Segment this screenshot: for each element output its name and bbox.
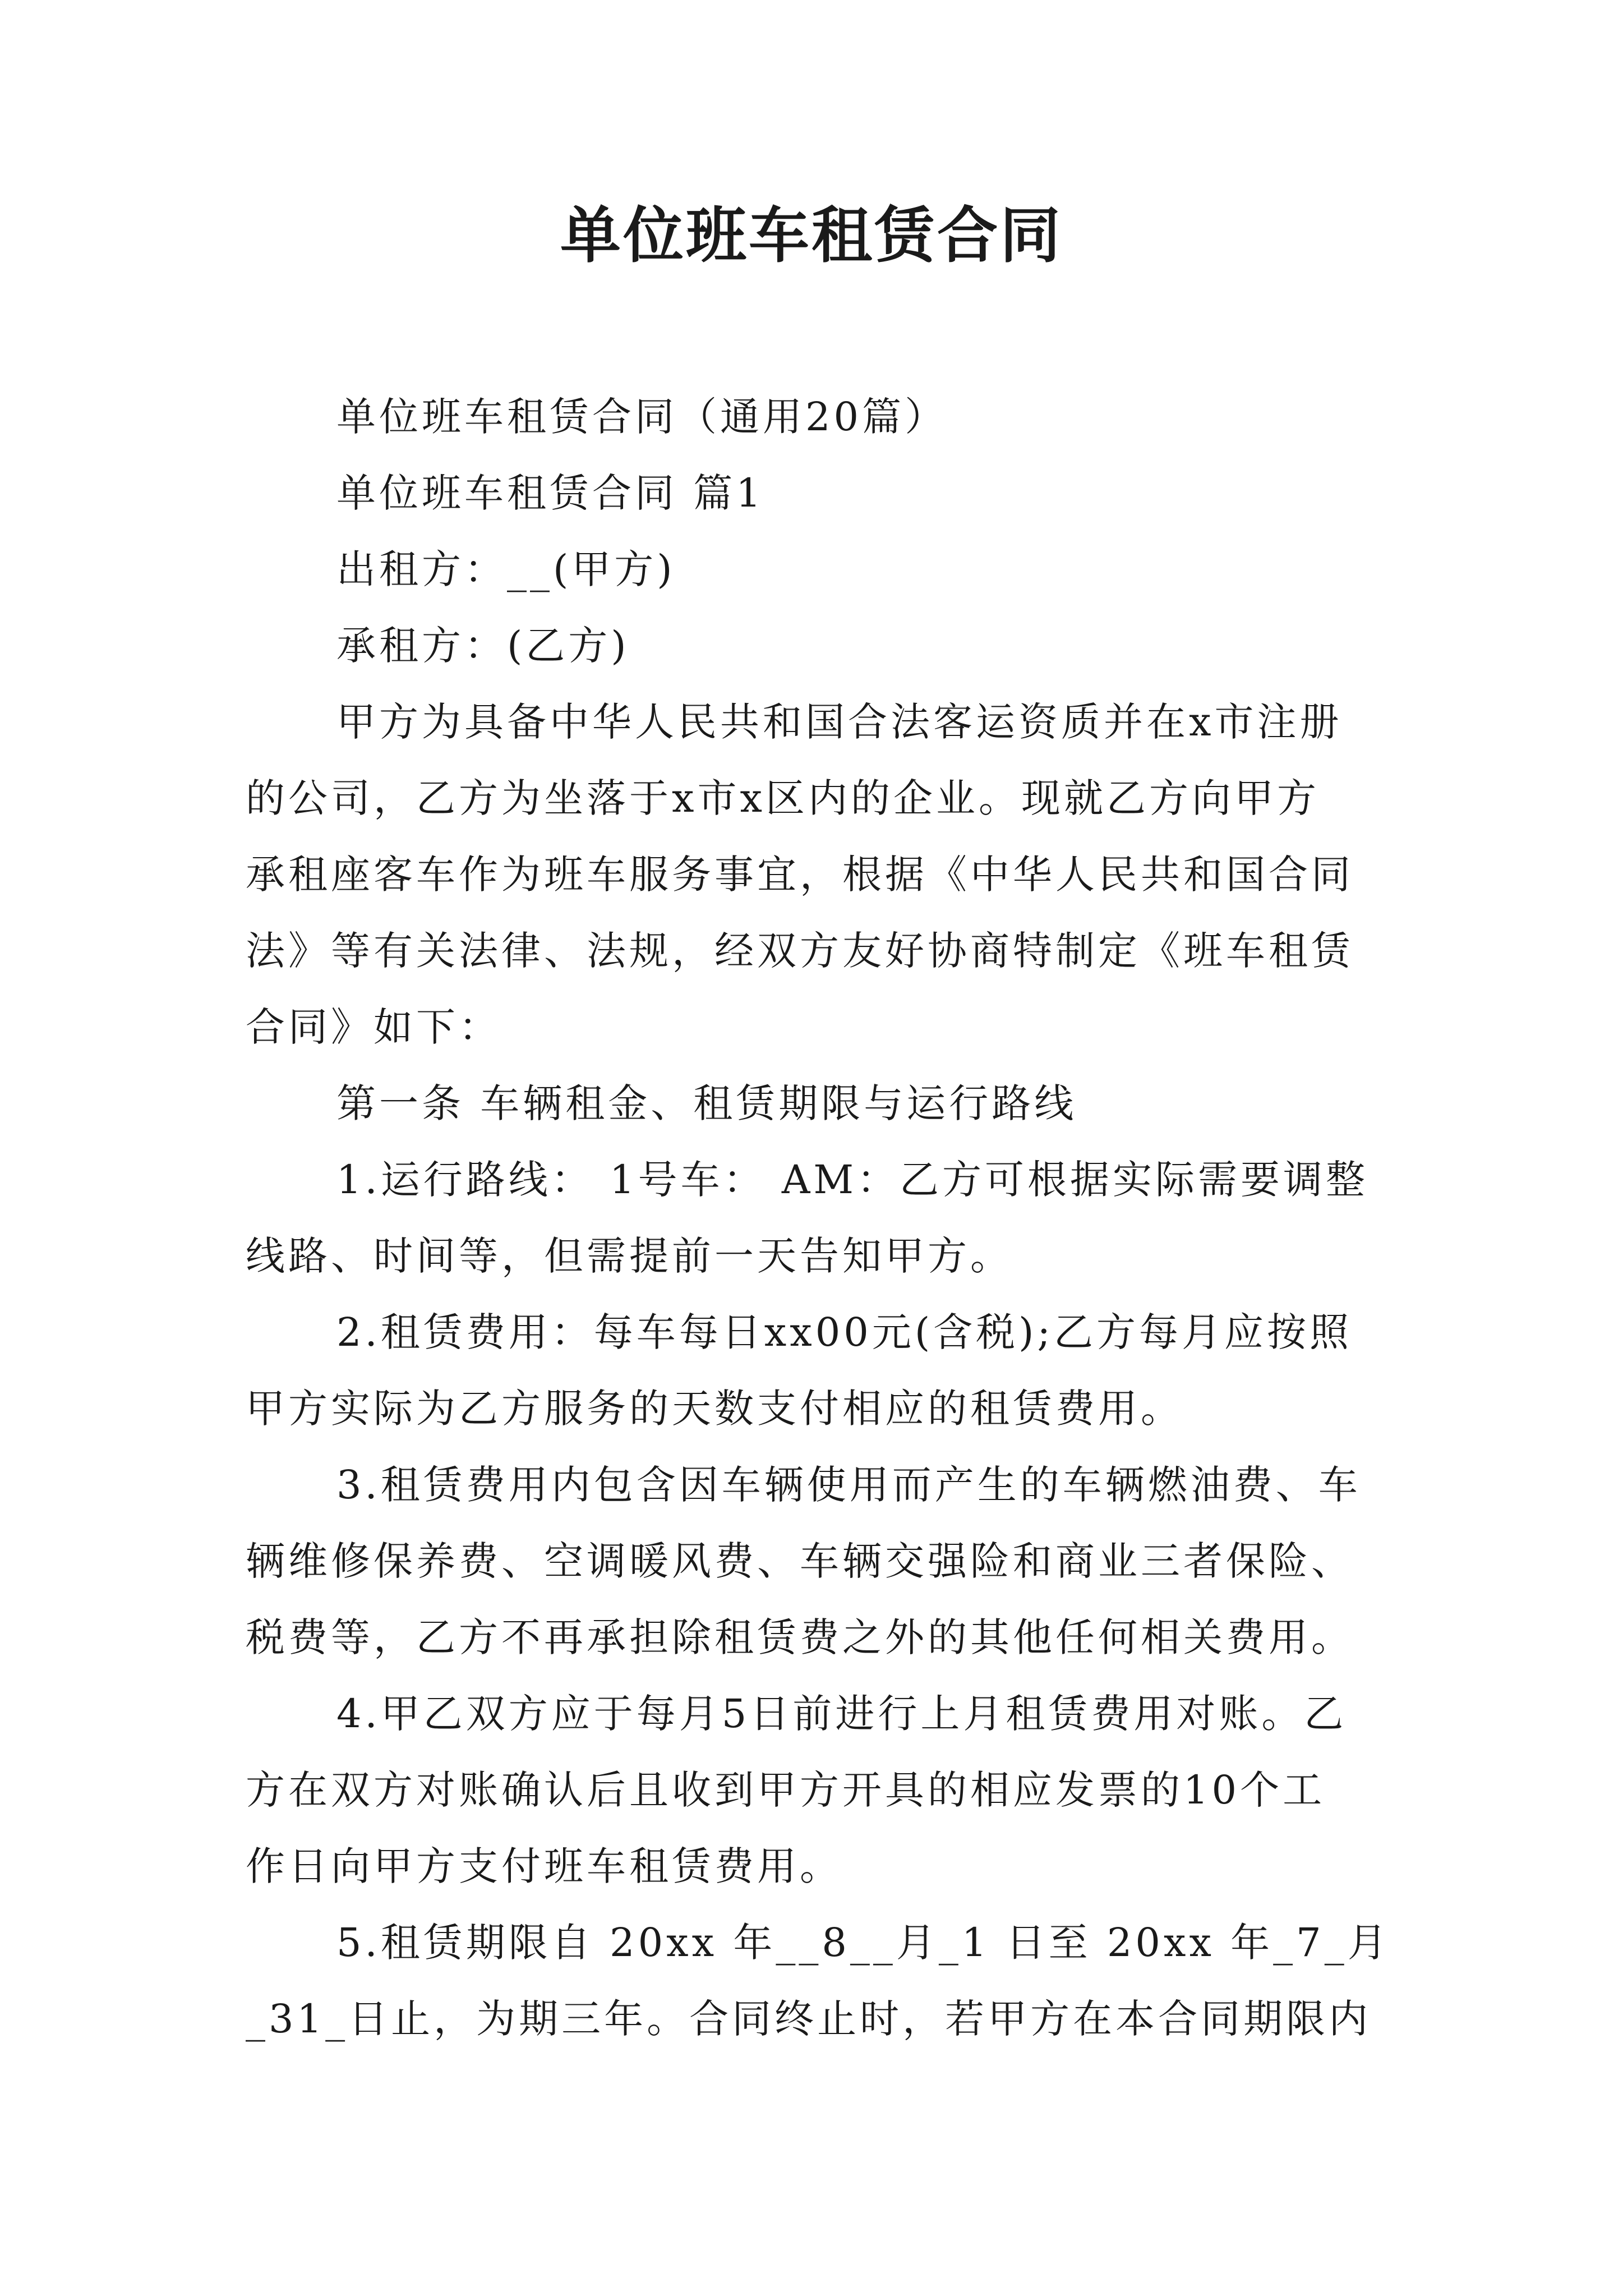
paragraph-line: 作日向甲方支付班车租赁费用。 (246, 1843, 842, 1889)
paragraph-line: 的公司，乙方为坐落于x市x区内的企业。现就乙方向甲方 (246, 775, 1320, 821)
paragraph-line: 承租座客车作为班车服务事宜，根据《中华人民共和国合同 (246, 852, 1354, 898)
paragraph-line: 甲方实际为乙方服务的天数支付相应的租赁费用。 (246, 1386, 1183, 1432)
paragraph-line: 4.甲乙双方应于每月5日前进行上月租赁费用对账。乙 (336, 1691, 1347, 1737)
paragraph-line: 单位班车租赁合同（通用20篇） (336, 394, 948, 440)
paragraph-line: 线路、时间等，但需提前一天告知甲方。 (246, 1233, 1013, 1279)
paragraph-line: 单位班车租赁合同 篇1 (336, 470, 764, 516)
paragraph-line: _31_日止，为期三年。合同终止时，若甲方在本合同期限内 (246, 1996, 1372, 2042)
paragraph-line: 承租方：(乙方) (336, 623, 630, 669)
paragraph-line: 税费等，乙方不再承担除租赁费之外的其他任何相关费用。 (246, 1614, 1354, 1660)
section-heading: 第一条 车辆租金、租赁期限与运行路线 (336, 1080, 1077, 1126)
paragraph-line: 1.运行路线： 1号车： AM：乙方可根据实际需要调整 (336, 1157, 1369, 1203)
paragraph-line: 辆维修保养费、空调暖风费、车辆交强险和商业三者保险、 (246, 1538, 1354, 1584)
paragraph-line: 合同》如下： (246, 1004, 501, 1050)
document-title: 单位班车租赁合同 (560, 200, 1063, 271)
paragraph-line: 出租方：__(甲方) (336, 546, 676, 592)
paragraph-line: 甲方为具备中华人民共和国合法客运资质并在x市注册 (336, 699, 1343, 745)
paragraph-line: 方在双方对账确认后且收到甲方开具的相应发票的10个工 (246, 1767, 1326, 1813)
document-body (246, 379, 1401, 2057)
paragraph-line: 法》等有关法律、法规，经双方友好协商特制定《班车租赁 (246, 928, 1354, 974)
paragraph-line: 5.租赁期限自 20xx 年__8__月_1 日至 20xx 年_7_月 (336, 1920, 1390, 1966)
paragraph-line: 3.租赁费用内包含因车辆使用而产生的车辆燃油费、车 (336, 1462, 1361, 1508)
paragraph-line: 2.租赁费用：每车每日xx00元(含税);乙方每月应按照 (336, 1309, 1353, 1355)
